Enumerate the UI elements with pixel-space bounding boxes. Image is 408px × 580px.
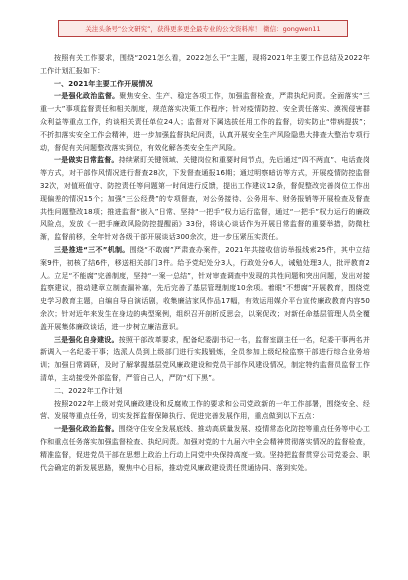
- item-lead: 三是推进“三不”机制。: [54, 245, 130, 254]
- plan-item-political-supervision: [40, 423, 370, 474]
- item-self-building: [40, 334, 370, 385]
- item-lead: 一是强化政治监督。: [54, 92, 120, 101]
- item-three-no-mechanism: [40, 244, 370, 334]
- promo-banner-text: 关注头条号“公文研究”，获得更多更全最专业的公文资料库！ 微信：gongwen11: [85, 25, 321, 33]
- item-text: 按照干部改革要求，配备纪委副书记一名，监督室副主任一名，纪委干事两名并新调入一名纪委干事；选派人员到上级部门进行实践锻炼，全员参加上级纪检监察干部进行综合业务培训；加强日常调研，及时了解掌握基层党风廉政建设和党员干部作风建设情况，制定特约监督员监督工作清单，主动接受外部监督，严管自己人，严防“灯下黑”。: [40, 335, 371, 382]
- item-text: 持续紧盯关键领域、关键岗位和重要时间节点，先后通过“四不两直”、电话查岗等方式，对干部作风情况进行督查28次，下发督查通报16期；通过明察暗访等方式，开展疫情防控监督32次，对值班值守、防控责任等问题第一时间进行反馈，提出工作建议12条，督促整改完善岗位工作出现偏差的情况15个；加强“三公经费”的专项督查，对公务接待、公务用车、财务报销等开展检查及督查共性问题整改18项；推进监督“嵌入”日常、坚持“一把手”权力运行监督，通过“一把手”权力运行的廉政风险点，发放《一把手廉政风险防控提醒函》33份，将谈心谈话作为开展日常监督的重要举措，防微杜渐，监督前移，全年针对各级干部开展谈话300余次，进一步压紧压实责任。: [40, 156, 370, 242]
- promo-banner[interactable]: [58, 20, 348, 37]
- plan-intro-paragraph: 按照2022年上级对党风廉政建设和反腐败工作的要求和公司党政新的一年工作部署，围绕安全、经营、发展等重点任务，切实发挥监督保障执行、促进完善发展作用，重点做到以下五点：: [40, 399, 370, 421]
- section-heading-2021: 一、2021年主要工作开展情况: [54, 79, 153, 88]
- item-lead: 三是强化自身建设。: [54, 335, 119, 344]
- section-heading-2022: 二、2022年工作计划: [54, 386, 123, 395]
- item-text: 围绕“不敢腐”严肃查办案件，2021年共接收信访举报线索25件，其中立结案9件，初核了结6件，移送相关部门3件。给予党纪处分3人，行政处分6人，诫勉处理3人，批评教育2人。立足“不能腐”完善制度，坚持“一案一总结”，针对审查调查中发现的共性问题和突出问题，发出对接监察建议，推动建章立制查漏补塞，先后完善了基层管理制度10余项。着眼“不想腐”开展教育，围绕党史学习教育主题，自编自导自演话剧，收集廉洁家风作品17幅，有效运用媒介平台宣传廉政教育内容50余次；针对近年来发生在身边的典型案例，组织召开剖析反思会，以案促改；对新任命基层管理人员全覆盖开展集体廉政谈话，进一步树立廉洁意识。: [40, 245, 370, 331]
- item-text: 围绕守住安全发展底线、推动高质量发展、疫情常态化防控等重点任务等中心工作和重点任务落实加强监督检查、执纪问责。加强对党的十九届六中全会精神贯彻落实情况的监督检查，精准监督，促进党员干部在思想上政治上行动上同党中央保持高度一致。坚持把监督贯穿公司党委会、职代会确定的新发展思路，聚焦中心目标，推动党风廉政建设责任贯通协同、落到实处。: [40, 425, 371, 472]
- item-daily-supervision: [40, 154, 370, 244]
- intro-paragraph: 按照有关工作要求，围绕“2021怎么看，2022怎么干”主题，现将2021年主要工作总结及2022年工作计划汇报如下：: [40, 54, 370, 75]
- item-lead: 一是强化政治监督。: [54, 425, 119, 434]
- item-lead: 一是做实日常监督。: [54, 156, 119, 165]
- item-political-supervision: [40, 90, 370, 154]
- item-text: 聚焦安全、生产、稳定各项工作，加强监督检查，严肃执纪问责。全面落实“三重一大”事项监督责任和相关制度，规范落实决策工作程序；针对疫情防控、安全责任落实、漠视侵害群众利益等重点工作，约谈相关责任单位24人；监督对下属选拔任用工作的监督，切实防止“带病提拔”；不折扣落实安全工作会精神，进一步加强监督执纪问责，认真开展安全生产风险隐患大排查大整治专项行动，督促有关问题整改落实到位，有效化解各类安全生产风险。: [40, 92, 370, 152]
- document-body: [40, 52, 370, 474]
